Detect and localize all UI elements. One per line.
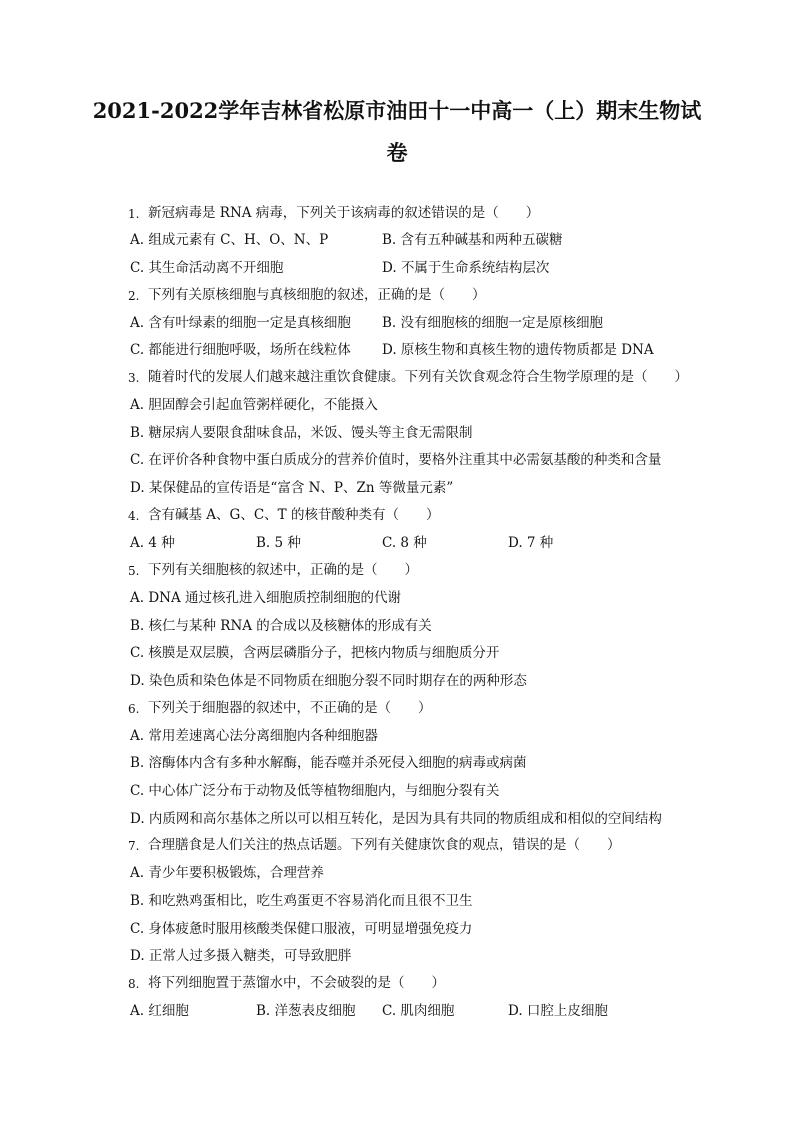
option-c: C. 身体疲惫时服用核酸类保健口服液，可明显增强免疫力 [130,921,473,937]
option-b: B. 5 种 [256,535,301,551]
option-c: C. 肌肉细胞 [382,1003,455,1019]
option-c: C. 中心体广泛分布于动物及低等植物细胞内，与细胞分裂有关 [130,783,500,799]
question-stem: 随着时代的发展人们越来越注重饮食健康。下列有关饮食观念符合生物学原理的是（ ） [148,369,688,385]
question-number: 2. [128,289,140,303]
option-d: D. 某保健品的宣传语是“富含 N、P、Zn 等微量元素” [130,480,454,496]
option-c: C. 其生命活动离不开细胞 [130,260,284,276]
option-d: D. 不属于生命系统结构层次 [382,260,550,276]
option-d: D. 染色质和染色体是不同物质在细胞分裂不同时期存在的两种形态 [130,673,527,689]
title-line-2: 卷 [386,140,408,165]
option-c: C. 在评价各种食物中蛋白质成分的营养价值时，要格外注重其中必需氨基酸的种类和含量 [130,452,662,468]
question-number: 1. [128,207,140,221]
question-number: 5. [128,564,140,578]
question-number: 7. [128,839,140,853]
question-stem: 含有碱基 A、G、C、T 的核苷酸种类有（ ） [148,507,440,523]
option-a: A. 胆固醇会引起血管粥样硬化，不能摄入 [130,397,378,413]
option-b: B. 没有细胞核的细胞一定是原核细胞 [382,315,604,331]
question-stem: 将下列细胞置于蒸馏水中，不会破裂的是（ ） [148,975,445,991]
question-number: 6. [128,702,140,716]
option-a: A. 含有叶绿素的细胞一定是真核细胞 [130,315,351,331]
option-c: C. 核膜是双层膜，含两层磷脂分子，把核内物质与细胞质分开 [130,645,500,661]
exam-title [60,90,734,174]
question-number: 3. [128,371,140,385]
option-d: D. 原核生物和真核生物的遗传物质都是 DNA [382,342,654,358]
option-a: A. 青少年要积极锻炼，合理营养 [130,865,324,881]
option-a: A. 4 种 [130,535,175,551]
question-stem: 下列有关细胞核的叙述中，正确的是（ ） [148,562,418,578]
question-stem: 新冠病毒是 RNA 病毒，下列关于该病毒的叙述错误的是（ ） [148,205,540,221]
option-b: B. 和吃熟鸡蛋相比，吃生鸡蛋更不容易消化而且很不卫生 [130,893,473,909]
option-a: A. 红细胞 [130,1003,189,1019]
option-b: B. 含有五种碱基和两种五碳糖 [382,232,563,248]
option-d: D. 口腔上皮细胞 [508,1003,608,1019]
option-d: D. 正常人过多摄入糖类，可导致肥胖 [130,948,352,964]
option-d: D. 内质网和高尔基体之所以可以相互转化，是因为具有共同的物质组成和相似的空间结构 [130,811,662,827]
title-line-1: 2021-2022学年吉林省松原市油田十一中高一（上）期末生物试 [92,98,702,123]
option-c: C. 都能进行细胞呼吸，场所在线粒体 [130,342,351,358]
question-stem: 合理膳食是人们关注的热点话题。下列有关健康饮食的观点，错误的是（ ） [148,837,621,853]
option-b: B. 核仁与某种 RNA 的合成以及核糖体的形成有关 [130,618,432,634]
question-number: 4. [128,509,140,523]
option-a: A. DNA 通过核孔进入细胞质控制细胞的代谢 [130,590,402,606]
question-number: 8. [128,977,140,991]
question-stem: 下列有关原核细胞与真核细胞的叙述，正确的是（ ） [148,287,486,303]
option-b: B. 洋葱表皮细胞 [256,1003,356,1019]
option-a: A. 常用差速离心法分离细胞内各种细胞器 [130,728,378,744]
option-b: B. 溶酶体内含有多种水解酶，能吞噬并杀死侵入细胞的病毒或病菌 [130,755,527,771]
option-d: D. 7 种 [508,535,554,551]
question-stem: 下列关于细胞器的叙述中，不正确的是（ ） [148,700,432,716]
option-c: C. 8 种 [382,535,427,551]
option-b: B. 糖尿病人要限食甜味食品，米饭、馒头等主食无需限制 [130,425,473,441]
option-a: A. 组成元素有 C、H、O、N、P [130,232,329,248]
